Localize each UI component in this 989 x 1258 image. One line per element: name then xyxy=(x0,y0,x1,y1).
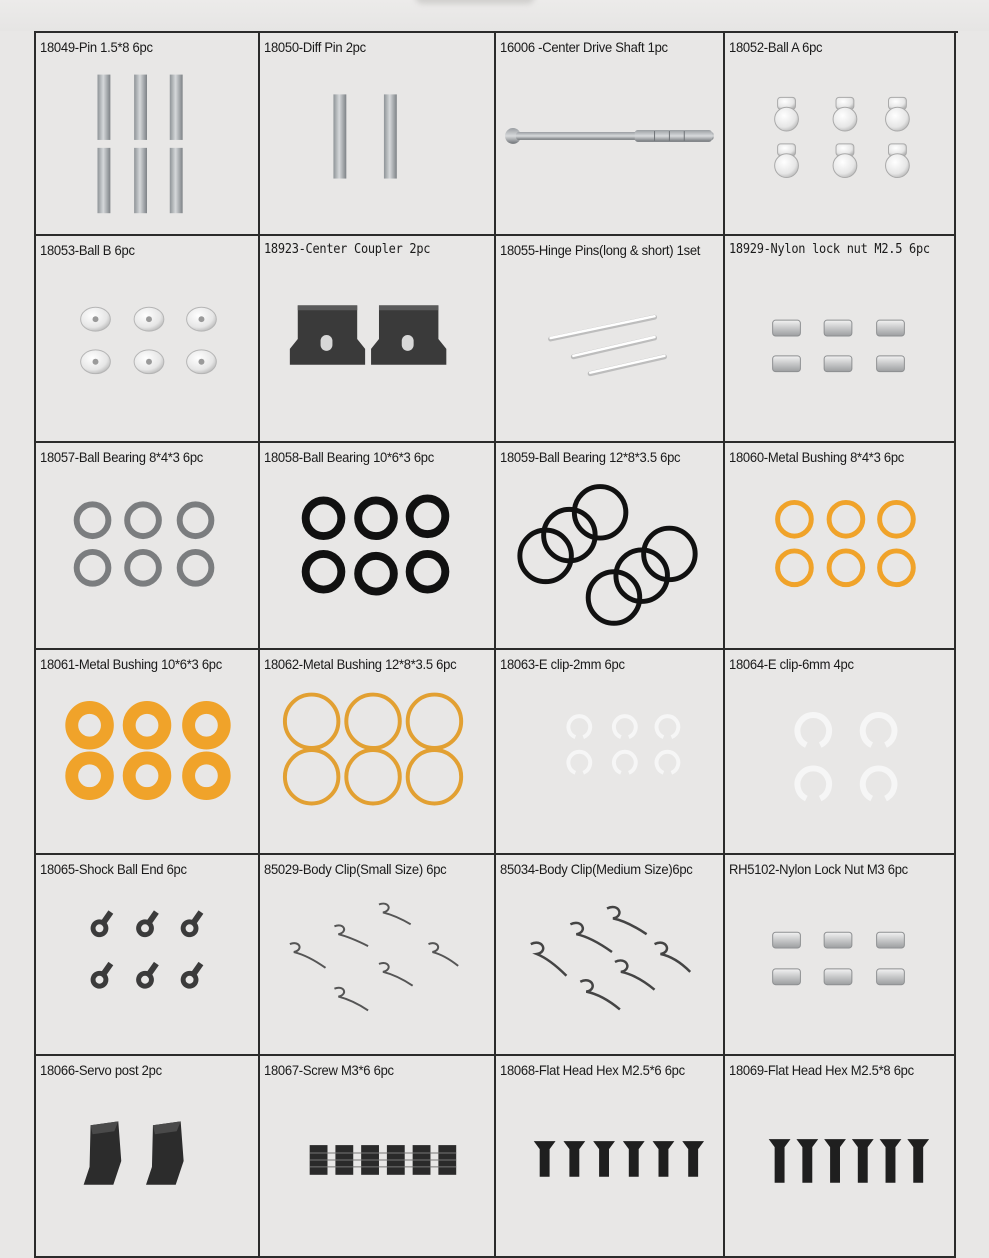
part-label: 18068-Flat Head Hex M2.5*6 6pc xyxy=(500,1062,685,1078)
part-cell-18065 xyxy=(36,855,260,1056)
servo-post-icon xyxy=(36,1056,258,1256)
part-label: 18064-E clip-6mm 4pc xyxy=(729,656,854,672)
part-label: 18052-Ball A 6pc xyxy=(729,39,823,55)
part-label: 18067-Screw M3*6 6pc xyxy=(264,1062,394,1078)
part-label: 18929-Nylon lock nut M2.5 6pc xyxy=(729,242,930,257)
part-label: 18066-Servo post 2pc xyxy=(40,1062,162,1078)
body-clip-icon xyxy=(496,855,723,1054)
part-label: 18055-Hinge Pins(long & short) 1set xyxy=(500,242,701,258)
part-cell-18061 xyxy=(36,650,260,855)
part-label: 18059-Ball Bearing 12*8*3.5 6pc xyxy=(500,449,681,465)
part-label: 18061-Metal Bushing 10*6*3 6pc xyxy=(40,656,223,672)
part-cell-16006 xyxy=(496,33,725,236)
part-cell-rh5102 xyxy=(725,855,956,1056)
part-label: 85029-Body Clip(Small Size) 6pc xyxy=(264,861,447,877)
part-cell-18052 xyxy=(725,33,956,236)
bushing-icon xyxy=(725,443,954,648)
coupler-icon xyxy=(260,236,494,441)
part-label: 85034-Body Clip(Medium Size)6pc xyxy=(500,861,693,877)
pin-icon xyxy=(36,33,258,234)
ball-icon xyxy=(36,236,258,441)
part-cell-18067 xyxy=(260,1056,496,1258)
part-cell-18058 xyxy=(260,443,496,650)
part-cell-18060 xyxy=(725,443,956,650)
flat-head-screw-icon xyxy=(496,1056,723,1256)
part-label: 18923-Center Coupler 2pc xyxy=(264,242,431,257)
part-label: 18062-Metal Bushing 12*8*3.5 6pc xyxy=(264,656,457,672)
drive-shaft-icon xyxy=(496,33,723,234)
bearing-icon xyxy=(260,443,494,648)
e-clip-icon xyxy=(496,650,723,853)
bearing-icon xyxy=(496,443,723,648)
set-screw-icon xyxy=(260,1056,494,1256)
flat-head-screw-icon xyxy=(725,1056,954,1256)
part-cell-18929 xyxy=(725,236,956,443)
part-cell-18053 xyxy=(36,236,260,443)
hinge-pin-icon xyxy=(496,236,723,441)
lock-nut-icon xyxy=(725,855,954,1054)
part-cell-18068 xyxy=(496,1056,725,1258)
bushing-icon xyxy=(36,650,258,853)
part-label: 18049-Pin 1.5*8 6pc xyxy=(40,39,153,55)
part-cell-18064 xyxy=(725,650,956,855)
part-cell-18049 xyxy=(36,33,260,236)
part-label: 18053-Ball B 6pc xyxy=(40,242,135,258)
part-cell-85034 xyxy=(496,855,725,1056)
part-label: 18050-Diff Pin 2pc xyxy=(264,39,366,55)
part-cell-18055 xyxy=(496,236,725,443)
body-clip-icon xyxy=(260,855,494,1054)
e-clip-icon xyxy=(725,650,954,853)
ball-stud-icon xyxy=(725,33,954,234)
part-label: RH5102-Nylon Lock Nut M3 6pc xyxy=(729,861,908,877)
part-cell-18066 xyxy=(36,1056,260,1258)
part-label: 18057-Ball Bearing 8*4*3 6pc xyxy=(40,449,204,465)
part-cell-18057 xyxy=(36,443,260,650)
part-cell-18062 xyxy=(260,650,496,855)
part-cell-18050 xyxy=(260,33,496,236)
lock-nut-icon xyxy=(725,236,954,441)
part-cell-18069 xyxy=(725,1056,956,1258)
part-cell-18059 xyxy=(496,443,725,650)
part-label: 18063-E clip-2mm 6pc xyxy=(500,656,625,672)
bushing-icon xyxy=(260,650,494,853)
bearing-icon xyxy=(36,443,258,648)
part-label: 18058-Ball Bearing 10*6*3 6pc xyxy=(264,449,434,465)
part-label: 18060-Metal Bushing 8*4*3 6pc xyxy=(729,449,905,465)
part-label: 18069-Flat Head Hex M2.5*8 6pc xyxy=(729,1062,914,1078)
part-cell-85029 xyxy=(260,855,496,1056)
part-label: 16006 -Center Drive Shaft 1pc xyxy=(500,39,668,55)
header-strip xyxy=(0,0,989,31)
pin-icon xyxy=(260,33,494,234)
parts-grid xyxy=(34,31,958,1258)
part-label: 18065-Shock Ball End 6pc xyxy=(40,861,187,877)
header-logo-fragment xyxy=(415,0,535,4)
ball-end-icon xyxy=(36,855,258,1054)
part-cell-18923 xyxy=(260,236,496,443)
part-cell-18063 xyxy=(496,650,725,855)
